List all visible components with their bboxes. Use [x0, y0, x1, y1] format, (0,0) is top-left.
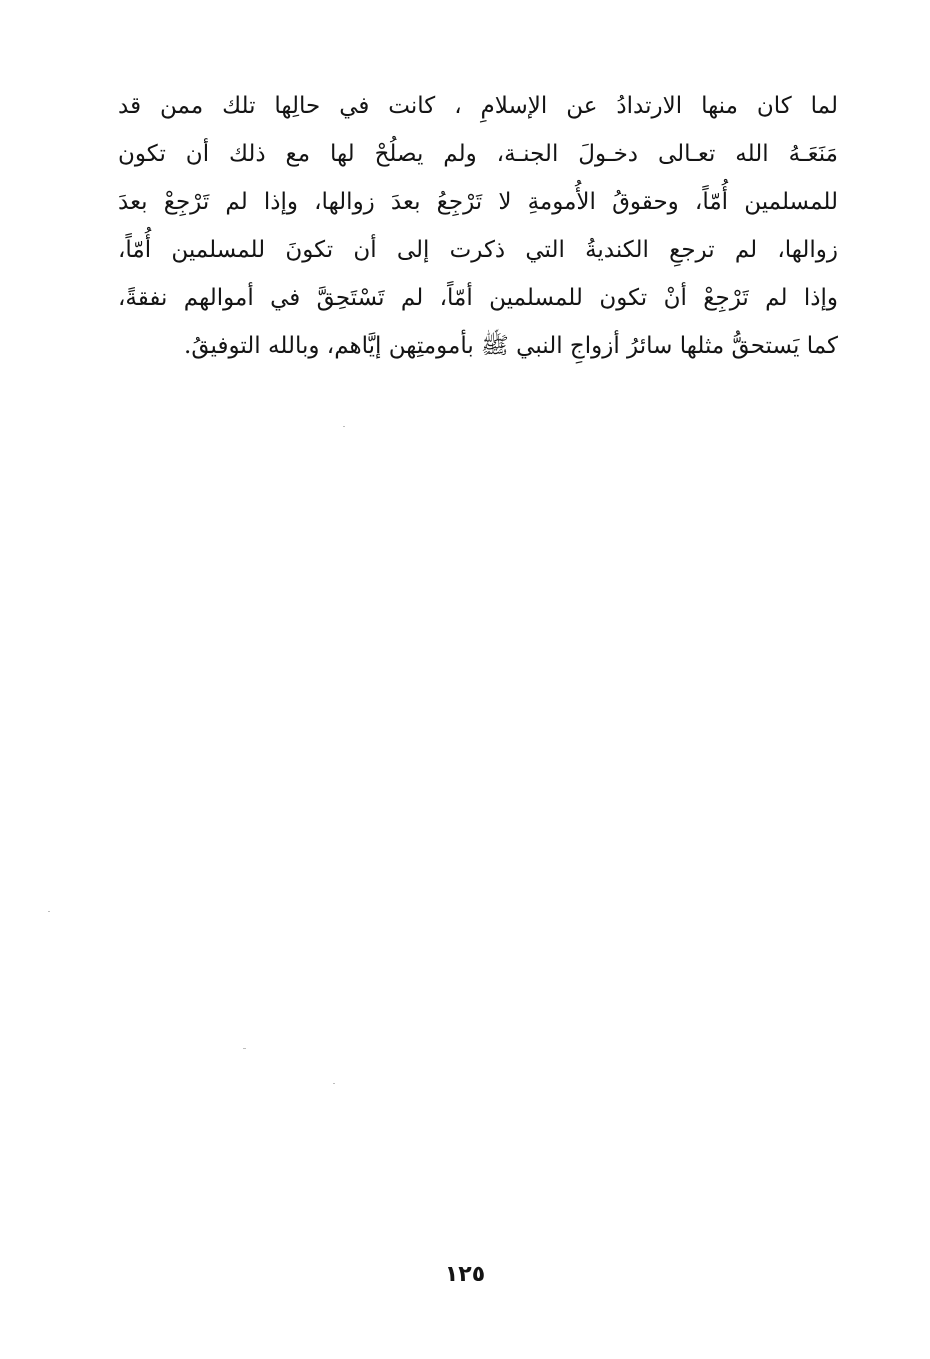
scan-speck: [343, 426, 345, 427]
text-line-5: وإذا لم تَرْجِعْ أنْ تكون للمسلمين أمّاً، لم تَسْتَحِقَّ في أموالهم نفقةً،: [118, 285, 838, 311]
scan-speck: [333, 1083, 335, 1084]
text-line-1: لما كان منها الارتدادُ عن الإسلامِ ، كانت في حالِها تلك ممن قد: [118, 93, 838, 119]
scan-speck: [48, 911, 50, 912]
scan-speck: [243, 1048, 246, 1049]
text-line-4: زوالها، لم ترجعِ الكنديةُ التي ذكرت إلى أن تكونَ للمسلمين أُمّاً،: [118, 237, 838, 263]
text-line-3: للمسلمين أُمّاً، وحقوقُ الأُمومةِ لا تَرْجِعُ بعدَ زوالها، وإذا لم تَرْجِعْ بعدَ: [118, 189, 838, 215]
text-line-6: كما يَستحقُّ مثلها سائرُ أزواجِ النبي ﷺ بأمومتِهن إيَّاهم، وبالله التوفيقُ.: [184, 333, 838, 359]
page-number: ١٢٥: [444, 1262, 486, 1287]
body-text: [118, 82, 838, 370]
text-line-2: مَنَعَـهُ الله تعـالى دخـولَ الجنـة، ولم يصلُحْ لها مع ذلك أن تكون: [118, 141, 838, 167]
